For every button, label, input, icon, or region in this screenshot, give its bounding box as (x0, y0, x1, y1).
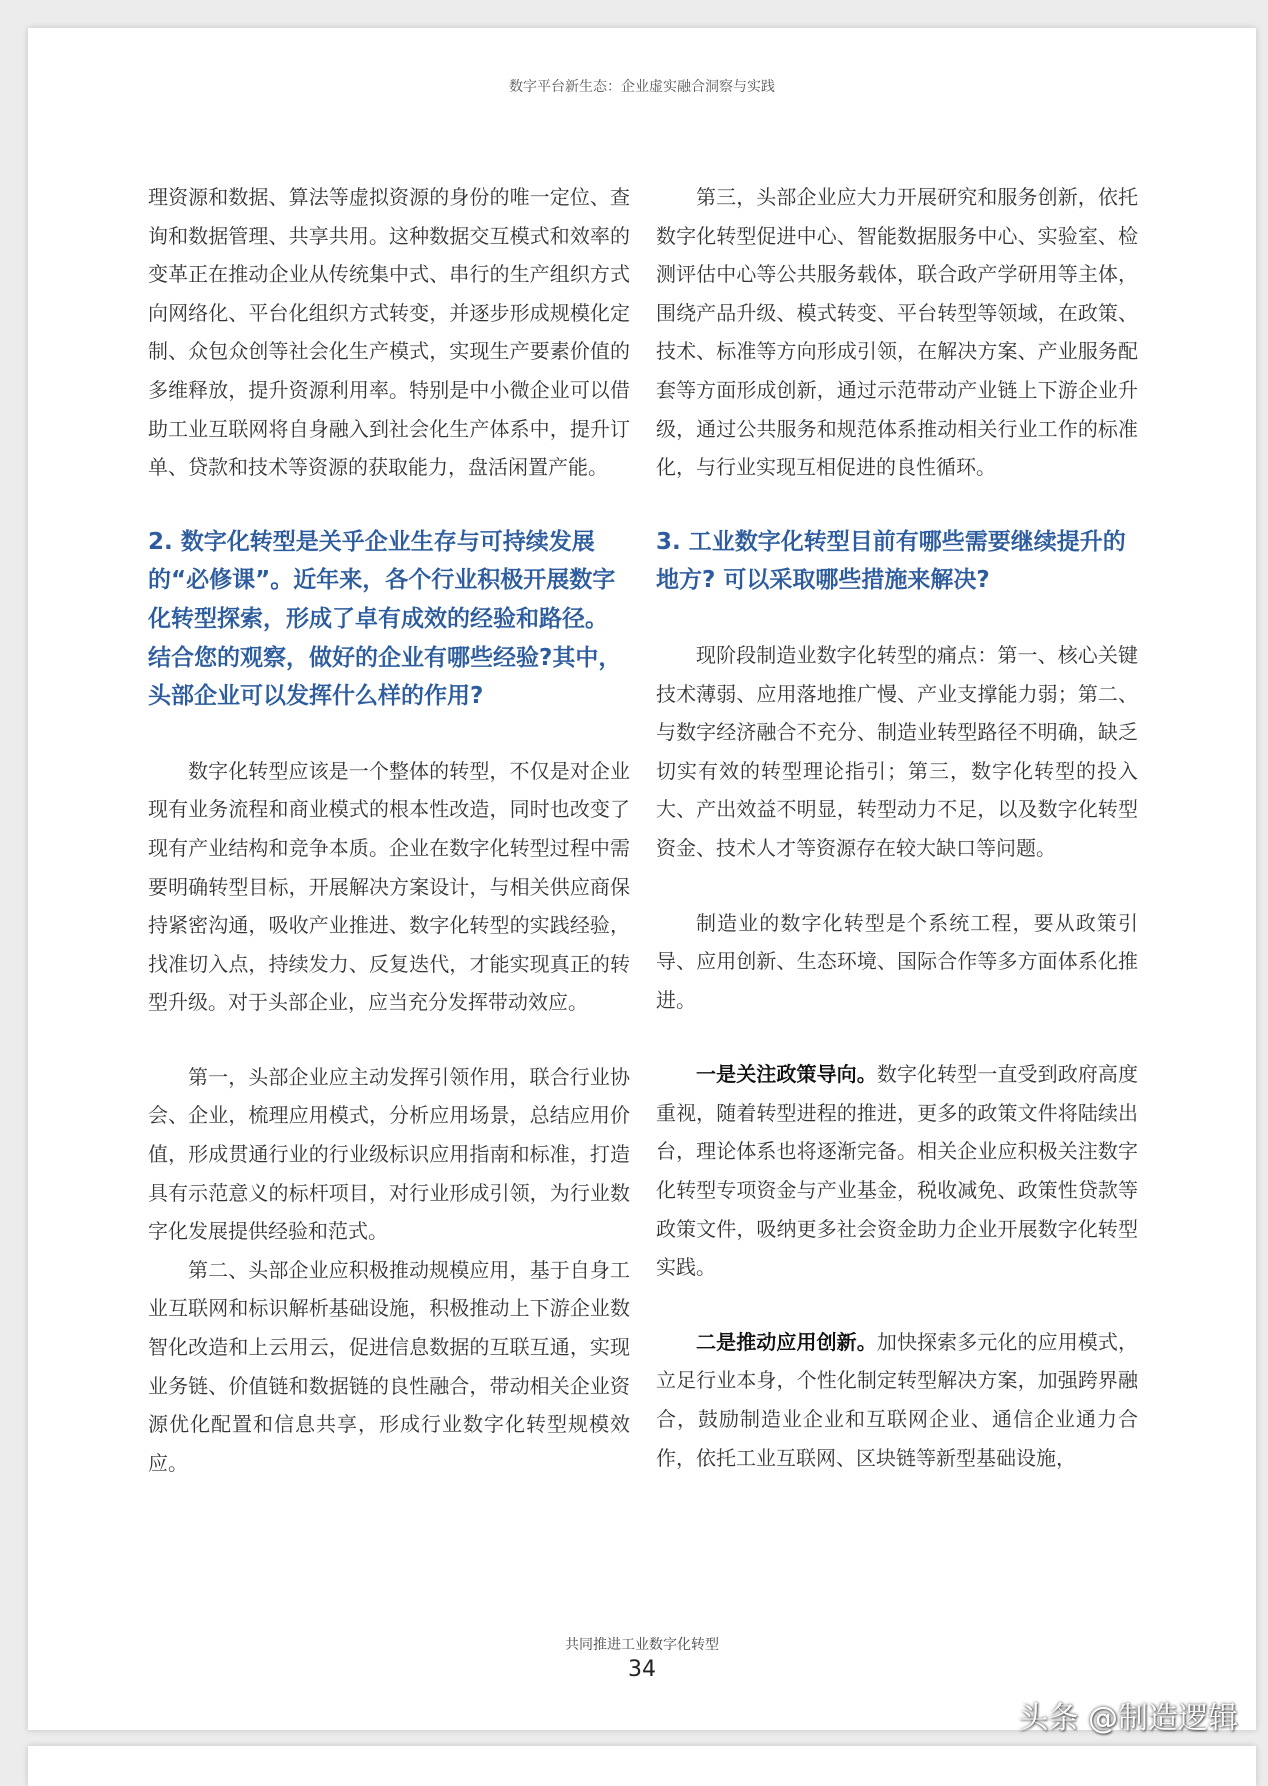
right-paragraph-5 (656, 1323, 1138, 1477)
document-page (28, 28, 1256, 1730)
policy-body: 数字化转型一直受到政府高度重视，随着转型进程的推进，更多的政策文件将陆续出台，理论体系也将逐渐完备。相关企业应积极关注数字化转型专项资金与产业基金，税收减免、政策性贷款等政策文件，吸纳更多社会资金助力企业开展数字化转型实践。 (656, 1062, 1139, 1280)
left-paragraph-2: 数字化转型应该是一个整体的转型，不仅是对企业现有业务流程和商业模式的根本性改造，同时也改变了现有产业结构和竞争本质。企业在数字化转型过程中需要明确转型目标，开展解决方案设计，与相关供应商保持紧密沟通，吸收产业推进、数字化转型的实践经验，找准切入点，持续发力、反复迭代，才能实现真正的转型升级。对于头部企业，应当充分发挥带动效应。 (148, 758, 630, 1015)
left-column (148, 178, 630, 1482)
right-paragraph-2: 现阶段制造业数字化转型的痛点：第一、核心关键技术薄弱、应用落地推广慢、产业支撑能力弱；第二、与数字经济融合不充分、制造业转型路径不明确，缺乏切实有效的转型理论指引；第三，数字化转型的投入大、产出效益不明显，转型动力不足，以及数字化转型资金、技术人才等资源存在较大缺口等问题。 (656, 642, 1138, 860)
running-header: 数字平台新生态：企业虚实融合洞察与实践 (509, 79, 775, 95)
question-2-heading: 2. 数字化转型是关乎企业生存与可持续发展的“必修课”。近年来，各个行业积极开展数字化转型探索，形成了卓有成效的经验和路径。结合您的观察，做好的企业有哪些经验?其中，头部企业可以发挥什么样的作用? (148, 528, 622, 710)
question-3-heading: 3. 工业数字化转型目前有哪些需要继续提升的地方? 可以采取哪些措施来解决? (656, 528, 1126, 594)
left-paragraph-4: 第二、头部企业应积极推动规模应用，基于自身工业互联网和标识解析基础设施，积极推动上下游企业数智化改造和上云用云，促进信息数据的互联互通，实现业务链、价值链和数据链的良性融合，带动相关企业资源优化配置和信息共享，形成行业数字化转型规模效应。 (148, 1257, 630, 1475)
innovation-body: 加快探索多元化的应用模式，立足行业本身，个性化制定转型解决方案，加强跨界融合，鼓励制造业企业和互联网企业、通信企业通力合作，依托工业互联网、区块链等新型基础设施， (656, 1329, 1139, 1470)
right-paragraph-3: 制造业的数字化转型是个系统工程，要从政策引导、应用创新、生态环境、国际合作等多方面体系化推进。 (656, 910, 1138, 1012)
innovation-lead: 二是推动应用创新。 (696, 1329, 877, 1354)
next-page-edge (28, 1746, 1256, 1786)
right-paragraph-4 (656, 1055, 1138, 1287)
left-paragraph-3: 第一，头部企业应主动发挥引领作用，联合行业协会、企业，梳理应用模式，分析应用场景，总结应用价值，形成贯通行业的行业级标识应用指南和标准，打造具有示范意义的标杆项目，对行业形成引领，为行业数字化发展提供经验和范式。 (148, 1064, 630, 1244)
right-column (656, 178, 1138, 1477)
page-number: 34 (628, 1657, 656, 1682)
footer-section-title: 共同推进工业数字化转型 (565, 1637, 719, 1653)
watermark: 头条 @制造逻辑 (1018, 1701, 1238, 1736)
right-paragraph-1: 第三，头部企业应大力开展研究和服务创新，依托数字化转型促进中心、智能数据服务中心、实验室、检测评估中心等公共服务载体，联合政产学研用等主体，围绕产品升级、模式转变、平台转型等领域，在政策、技术、标准等方向形成引领，在解决方案、产业服务配套等方面形成创新，通过示范带动产业链上下游企业升级，通过公共服务和规范体系推动相关行业工作的标准化，与行业实现互相促进的良性循环。 (656, 185, 1138, 480)
left-paragraph-1: 理资源和数据、算法等虚拟资源的身份的唯一定位、查询和数据管理、共享共用。这种数据交互模式和效率的变革正在推动企业从传统集中式、串行的生产组织方式向网络化、平台化组织方式转变，并逐步形成规模化定制、众包众创等社会化生产模式，实现生产要素价值的多维释放，提升资源利用率。特别是中小微企业可以借助工业互联网将自身融入到社会化生产体系中，提升订单、贷款和技术等资源的获取能力，盘活闲置产能。 (148, 185, 630, 480)
policy-lead: 一是关注政策导向。 (696, 1062, 877, 1087)
